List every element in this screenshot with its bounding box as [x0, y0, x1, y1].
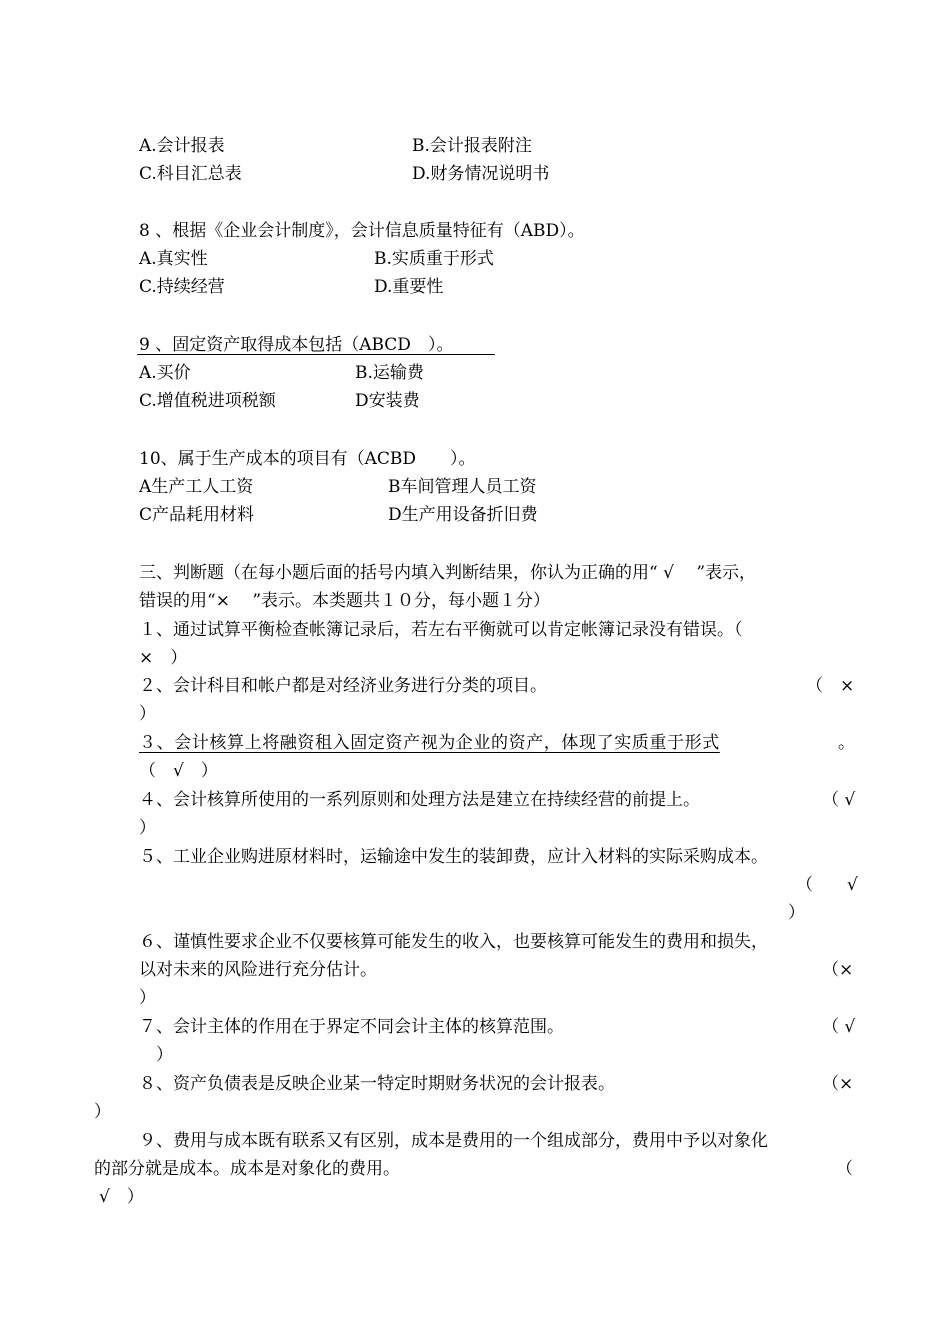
- q8-stem: 8 、根据《企业会计制度》，会计信息质量特征有（ABD）。: [139, 221, 585, 241]
- q8-option-a: A.真实性: [139, 249, 208, 269]
- q8-option-b: B.实质重于形式: [374, 249, 494, 269]
- judge-7-close: ）: [156, 1045, 173, 1065]
- judge-5-close: ）: [788, 903, 805, 923]
- judge-3-text: ３、会计核算上将融资租入固定资产视为企业的资产，体现了实质重于形式: [139, 733, 720, 753]
- judge-7-text: ７、会计主体的作用在于界定不同会计主体的核算范围。: [139, 1017, 564, 1037]
- judge-4-text: ４、会计核算所使用的一系列原则和处理方法是建立在持续经营的前提上。: [139, 790, 700, 810]
- judge-1-answer: × ）: [139, 648, 188, 668]
- q10-option-c: C产品耗用材料: [139, 505, 255, 525]
- q8-option-d: D.重要性: [374, 277, 444, 297]
- judge-6-text-line2: 以对未来的风险进行充分估计。: [139, 960, 377, 980]
- section3-intro-line1: 三、判断题（在每小题后面的括号内填入判断结果，你认为正确的用“ √ ”表示，: [139, 563, 757, 583]
- q10-option-b: B车间管理人员工资: [388, 477, 537, 497]
- q10-option-d: D生产用设备折旧费: [388, 505, 538, 525]
- judge-9-close: √ ）: [99, 1187, 144, 1207]
- judge-9-text-line2: 的部分就是成本。成本是对象化的费用。: [94, 1159, 400, 1179]
- judge-1-text: １、通过试算平衡检查帐簿记录后，若左右平衡就可以肯定帐簿记录没有错误。（: [139, 620, 743, 640]
- judge-8-answer: （×: [822, 1074, 854, 1094]
- judge-3-tail: 。: [838, 733, 855, 753]
- judge-8-text: ８、资产负债表是反映企业某一特定时期财务状况的会计报表。: [139, 1074, 615, 1094]
- judge-2-answer: （ ×: [806, 676, 855, 696]
- judge-6-close: ）: [139, 988, 156, 1008]
- q9-option-a: A.买价: [139, 363, 191, 383]
- q9-option-b: B.运输费: [355, 363, 424, 383]
- q9-underline: [137, 354, 495, 355]
- q9-stem: 9 、固定资产取得成本包括（ABCD ）。: [139, 335, 454, 355]
- q7-option-a: A.会计报表: [139, 136, 225, 156]
- judge-6-text-line1: ６、谨慎性要求企业不仅要核算可能发生的收入，也要核算可能发生的费用和损失，: [139, 932, 768, 952]
- q7-option-d: D.财务情况说明书: [412, 164, 550, 184]
- q10-stem: 10、属于生产成本的项目有（ACBD ）。: [139, 449, 476, 469]
- q7-option-b: B.会计报表附注: [412, 136, 532, 156]
- judge-3-answer: （ √ ）: [139, 761, 218, 781]
- judge-8-close: ）: [94, 1102, 111, 1122]
- judge-5-answer: （ √: [796, 875, 858, 895]
- q7-option-c: C.科目汇总表: [139, 164, 242, 184]
- judge-5-text: ５、工业企业购进原材料时，运输途中发生的装卸费，应计入材料的实际采购成本。: [139, 847, 768, 867]
- q9-option-d: D安装费: [355, 391, 420, 411]
- q9-option-c: C.增值税进项税额: [139, 391, 276, 411]
- judge-2-close: ）: [139, 704, 156, 724]
- judge-4-answer: （ √: [822, 790, 856, 810]
- judge-6-answer: （×: [822, 960, 854, 980]
- section3-intro-line2: 错误的用“× ”表示。本类题共１０分，每小题１分）: [139, 591, 551, 611]
- judge-4-close: ）: [139, 818, 156, 838]
- judge-9-answer: （: [836, 1159, 853, 1179]
- judge-9-text-line1: ９、费用与成本既有联系又有区别，成本是费用的一个组成部分，费用中予以对象化: [139, 1131, 768, 1151]
- judge-7-answer: （ √: [822, 1017, 856, 1037]
- q10-option-a: A生产工人工资: [139, 477, 254, 497]
- q8-option-c: C.持续经营: [139, 277, 225, 297]
- judge-2-text: ２、会计科目和帐户都是对经济业务进行分类的项目。: [139, 676, 547, 696]
